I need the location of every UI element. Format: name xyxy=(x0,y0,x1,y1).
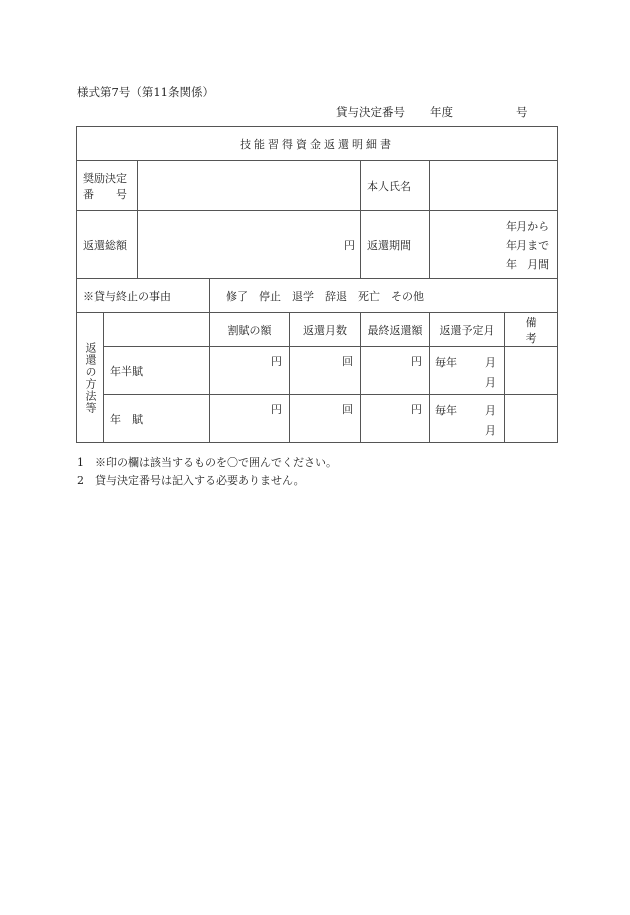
termination-reason-label: ※貸与終止の事由 xyxy=(77,279,210,313)
termination-reason-options[interactable]: 修了 停止 退学 辞退 死亡 その他 xyxy=(210,279,558,313)
semiannual-schedule-field[interactable]: 毎年 月 月 xyxy=(430,347,505,395)
document-title: 技能習得資金返還明細書 xyxy=(77,127,558,161)
installment-amount-header: 割賦の額 xyxy=(210,313,290,347)
scheduled-month-header: 返還予定月 xyxy=(430,313,505,347)
annual-remarks-field[interactable] xyxy=(505,395,558,443)
decision-year-label: 年度 xyxy=(430,105,453,119)
name-label: 本人氏名 xyxy=(361,161,430,211)
annual-months-field[interactable]: 回 xyxy=(290,395,361,443)
note-2: 2 貸与決定番号は記入する必要ありません。 xyxy=(77,474,305,487)
decision-number-suffix: 号 xyxy=(516,105,528,119)
yen-unit: 円 xyxy=(344,238,355,252)
final-repayment-header: 最終返還額 xyxy=(361,313,430,347)
name-field[interactable] xyxy=(430,161,558,211)
annual-amount-field[interactable]: 円 xyxy=(210,395,290,443)
semiannual-label: 年半賦 xyxy=(104,347,210,395)
remarks-header: 備 考 xyxy=(505,313,558,347)
repayment-period-label: 返還期間 xyxy=(361,211,430,279)
form-number-label: 様式第7号（第11条関係） xyxy=(77,85,214,99)
repayment-months-header: 返還月数 xyxy=(290,313,361,347)
note-1: 1 ※印の欄は該当するものを〇で囲んでください。 xyxy=(77,456,337,469)
semiannual-months-field[interactable]: 回 xyxy=(290,347,361,395)
semiannual-remarks-field[interactable] xyxy=(505,347,558,395)
repayment-statement-table xyxy=(76,126,570,443)
annual-label: 年 賦 xyxy=(104,395,210,443)
scholarship-number-field[interactable] xyxy=(138,161,361,211)
semiannual-amount-field[interactable]: 円 xyxy=(210,347,290,395)
total-repayment-label: 返還総額 xyxy=(77,211,138,279)
repayment-period-field[interactable]: 年 月から 年 月まで 年 月間 xyxy=(430,211,558,279)
total-repayment-field[interactable] xyxy=(138,211,361,279)
repayment-method-label: 返還の方法等 xyxy=(77,313,104,443)
annual-final-field[interactable]: 円 xyxy=(361,395,430,443)
scholarship-number-label: 奨励決定 番 号 xyxy=(77,161,138,211)
annual-schedule-field[interactable]: 毎年 月 月 xyxy=(430,395,505,443)
semiannual-final-field[interactable]: 円 xyxy=(361,347,430,395)
decision-number-label: 貸与決定番号 xyxy=(336,105,405,119)
